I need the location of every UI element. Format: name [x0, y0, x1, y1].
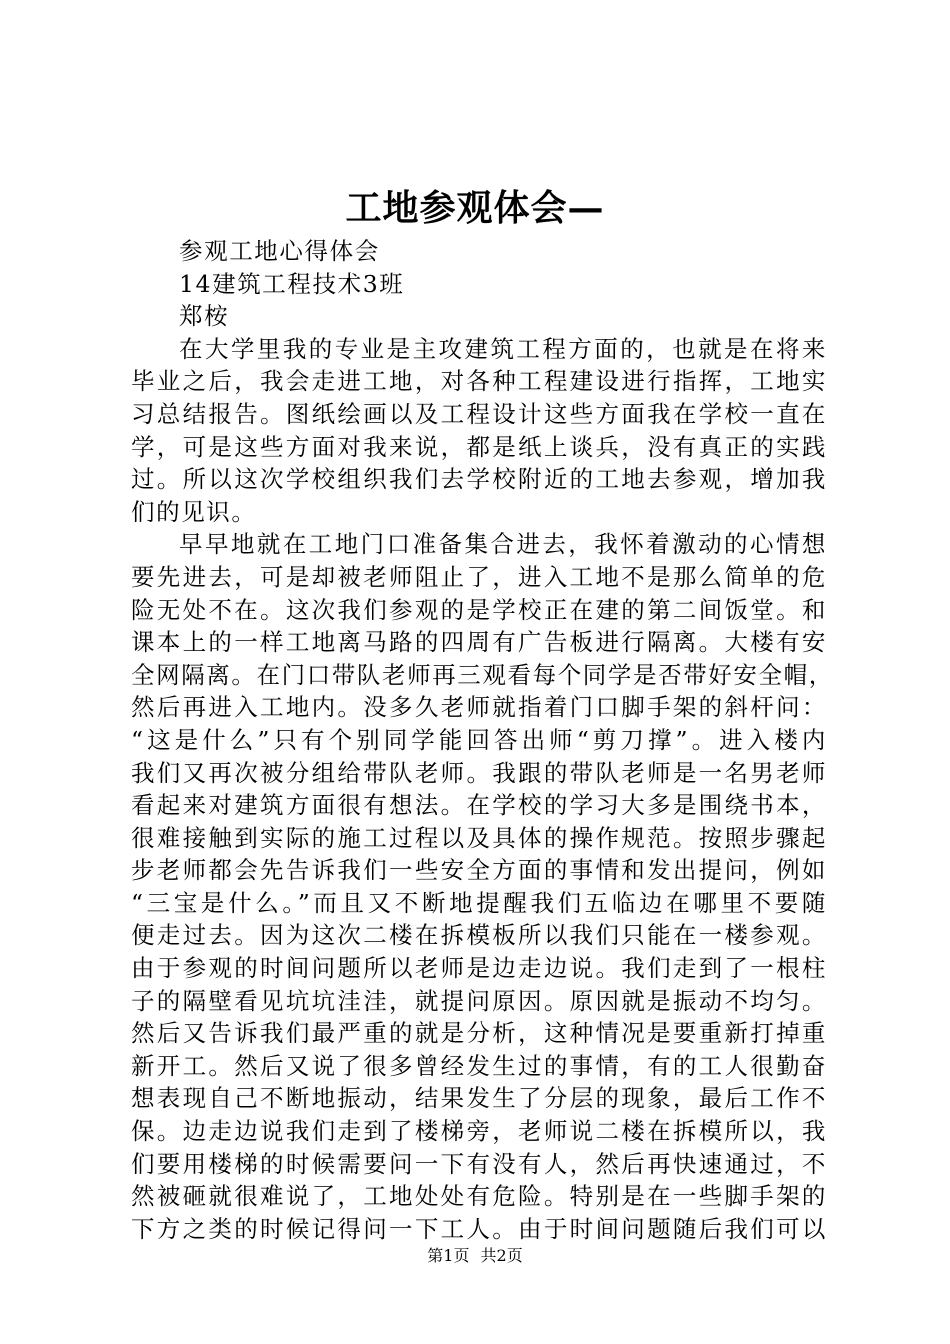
text-line: 看起来对建筑方面很有想法。在学校的学习大多是围绕书本，	[131, 791, 827, 820]
text-line: 们的见识。	[131, 497, 257, 526]
text-line: 学，可是这些方面对我来说，都是纸上谈兵，没有真正的实践	[131, 432, 827, 461]
text-line: 习总结报告。图纸绘画以及工程设计这些方面我在学校一直在	[131, 399, 827, 428]
text-line: 保。边走边说我们走到了楼梯旁，老师说二楼在拆模所以，我	[131, 1117, 827, 1146]
text-line: “三宝是什么。”而且又不断地提醒我们五临边在哪里不要随	[131, 888, 827, 917]
text-line: 全网隔离。在门口带队老师再三观看每个同学是否带好安全帽，	[131, 660, 834, 689]
text-line: 便走过去。因为这次二楼在拆模板所以我们只能在一楼参观。	[131, 921, 827, 950]
text-line: 课本上的一样工地离马路的四周有广告板进行隔离。大楼有安	[131, 628, 827, 657]
text-line: 下方之类的时候记得问一下工人。由于时间问题随后我们可以	[131, 1214, 827, 1243]
text-line: 然后又告诉我们最严重的就是分析，这种情况是要重新打掉重	[131, 1019, 827, 1048]
text-line: 毕业之后，我会走进工地，对各种工程建设进行指挥，工地实	[131, 367, 827, 396]
text-line: 步老师都会先告诉我们一些安全方面的事情和发出提问，例如	[131, 856, 827, 885]
text-line: 险无处不在。这次我们参观的是学校正在建的第二间饭堂。和	[131, 595, 827, 624]
text-line: 参观工地心得体会	[179, 237, 380, 265]
text-line: “这是什么”只有个别同学能回答出师“剪刀撑”。进入楼内	[131, 725, 827, 754]
text-line: 郑桉	[179, 302, 230, 331]
text-line: 很难接触到实际的施工过程以及具体的操作规范。按照步骤起	[131, 823, 827, 852]
text-line: 过。所以这次学校组织我们去学校附近的工地去参观，增加我	[131, 465, 827, 494]
document-body	[131, 235, 834, 1245]
text-line: 要先进去，可是却被老师阻止了，进入工地不是那么简单的危	[131, 562, 827, 591]
text-line: 然后再进入工地内。没多久老师就指着门口脚手架的斜杆问：	[131, 693, 827, 722]
page-footer	[0, 1245, 950, 1267]
text-line: 由于参观的时间问题所以老师是边走边说。我们走到了一根柱	[131, 954, 827, 983]
document-title: 工地参观体会—	[345, 187, 605, 229]
page-number-total: 共2页	[480, 1246, 523, 1265]
text-line: 想表现自己不断地振动，结果发生了分层的现象，最后工作不	[131, 1084, 827, 1113]
page-number-current: 第1页	[427, 1246, 470, 1265]
text-line: 14建筑工程技术3班	[179, 269, 405, 298]
text-line: 子的隔壁看见坑坑洼洼，就提问原因。原因就是振动不均匀。	[131, 986, 827, 1015]
text-line: 们要用楼梯的时候需要问一下有没有人，然后再快速通过，不	[131, 1149, 827, 1178]
text-line: 我们又再次被分组给带队老师。我跟的带队老师是一名男老师	[131, 758, 827, 787]
text-line: 新开工。然后又说了很多曾经发生过的事情，有的工人很勤奋	[131, 1051, 827, 1080]
text-line: 在大学里我的专业是主攻建筑工程方面的，也就是在将来	[179, 334, 827, 363]
text-line: 然被砸就很难说了，工地处处有危险。特别是在一些脚手架的	[131, 1182, 827, 1211]
text-line: 早早地就在工地门口准备集合进去，我怀着激动的心情想	[179, 530, 827, 559]
